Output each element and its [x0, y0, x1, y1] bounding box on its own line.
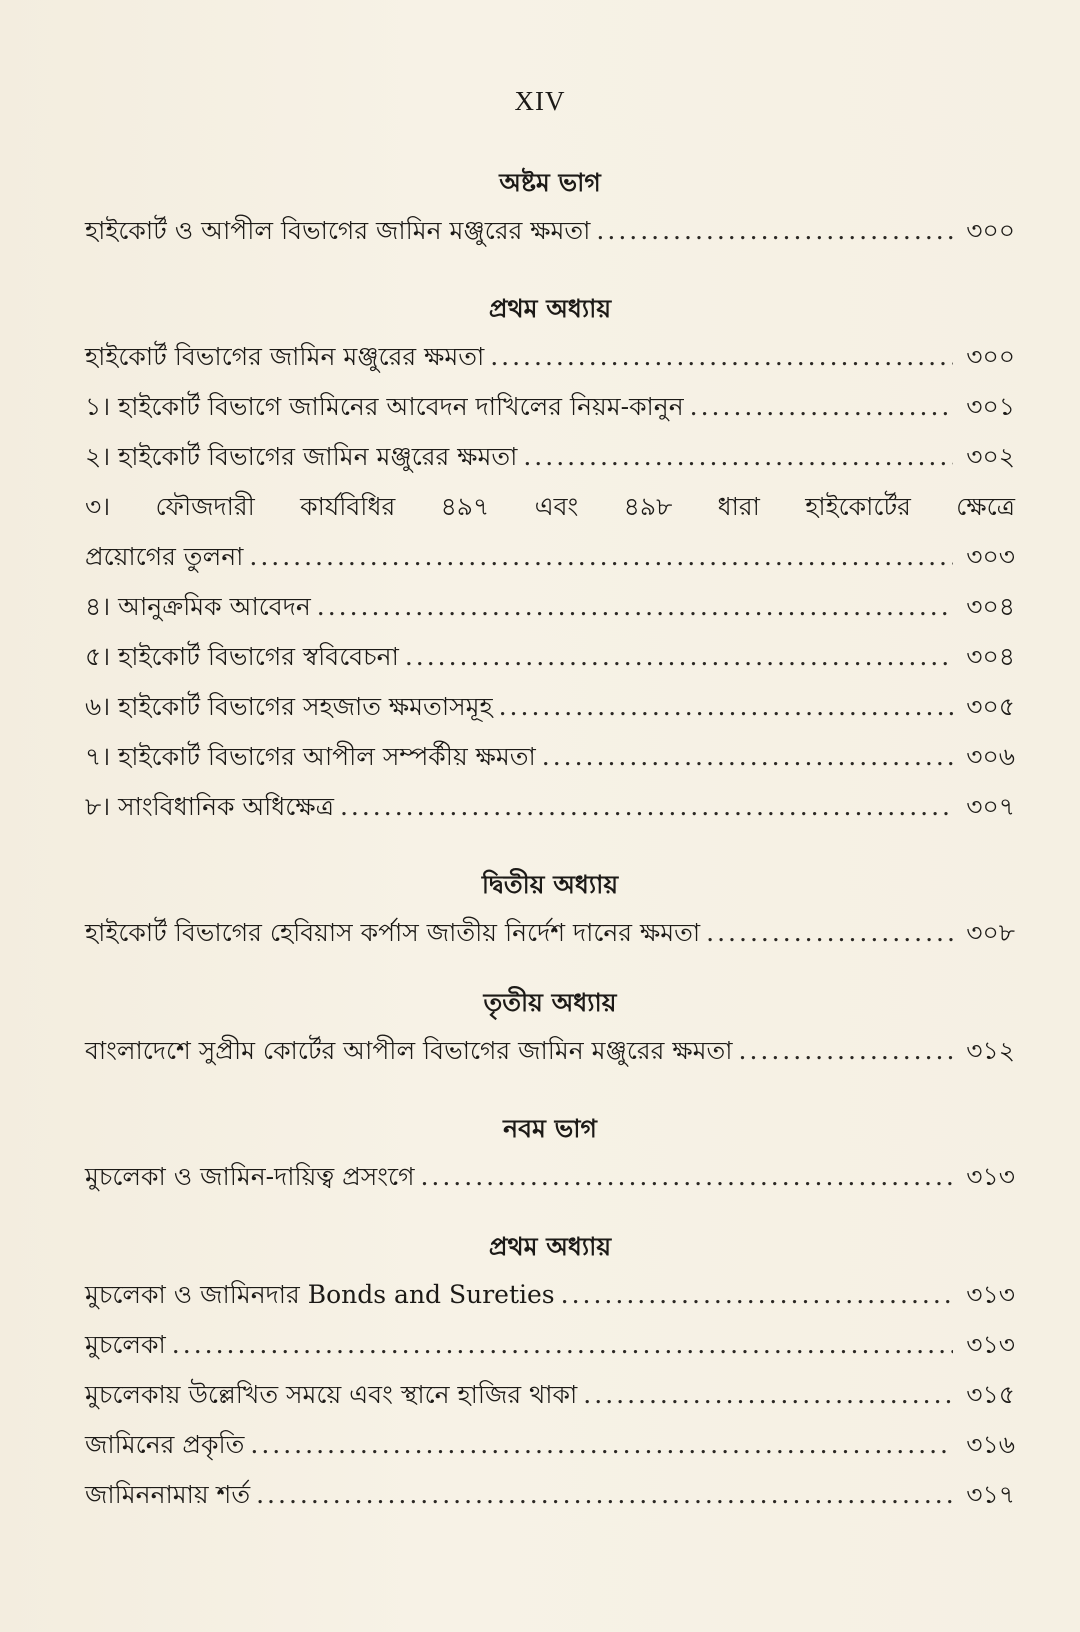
toc-entry [85, 782, 1015, 832]
entry-title: হাইকোর্ট বিভাগের জামিন মঞ্জুরের ক্ষমতা [85, 342, 485, 371]
entry-page: ৩১৩ [966, 1162, 1015, 1191]
chapter-heading-3: তৃতীয় অধ্যায় [483, 988, 617, 1017]
toc-entry [85, 682, 1015, 732]
toc-entry [85, 382, 1015, 432]
dot-leader [561, 1270, 953, 1320]
entry-page: ৩১৩ [966, 1280, 1015, 1309]
entry-page: ৩০৭ [966, 792, 1015, 821]
toc-entry [85, 1470, 1015, 1520]
chapter-heading-2: দ্বিতীয় অধ্যায় [481, 870, 619, 899]
toc-entry [85, 1370, 1015, 1420]
dot-leader [542, 732, 953, 782]
entry-page: ৩১৩ [966, 1330, 1015, 1359]
entry-page: ৩০৪ [966, 592, 1015, 621]
entry-page: ৩১৫ [966, 1380, 1015, 1409]
entry-title: ১। হাইকোর্ট বিভাগে জামিনের আবেদন দাখিলের নিয়ম-কানুন [85, 392, 684, 421]
entry-page: ৩১২ [966, 1036, 1015, 1065]
page-folio: XIV [514, 86, 566, 116]
dot-leader [250, 1420, 953, 1470]
chapter-heading-1: প্রথম অধ্যায় [488, 294, 612, 323]
toc-entry [85, 632, 1015, 682]
entry-page: ৩০২ [966, 442, 1015, 471]
part-heading-9: নবম ভাগ [503, 1114, 597, 1143]
dot-leader [490, 332, 953, 382]
entry-title: হাইকোর্ট বিভাগের হেবিয়াস কর্পাস জাতীয় নির্দেশ দানের ক্ষমতা [85, 918, 701, 947]
dot-leader [256, 1470, 953, 1520]
toc-entry [85, 1026, 1015, 1076]
entry-title: ২। হাইকোর্ট বিভাগের জামিন মঞ্জুরের ক্ষমতা [85, 442, 518, 471]
dot-leader [249, 532, 953, 582]
entry-title: জামিনের প্রকৃতি [85, 1430, 245, 1459]
entry-title-line2: প্রয়োগের তুলনা [85, 542, 244, 571]
dot-leader [420, 1152, 953, 1202]
dot-leader [706, 908, 953, 958]
toc-entry [85, 732, 1015, 782]
toc-entry [85, 908, 1015, 958]
entry-title: ৫। হাইকোর্ট বিভাগের স্ববিবেচনা [85, 642, 399, 671]
entry-title: ৪। আনুক্রমিক আবেদন [85, 592, 311, 621]
entry-title: ৮। সাংবিধানিক অধিক্ষেত্র [85, 792, 334, 821]
toc-entry [85, 1270, 1015, 1320]
entry-title: হাইকোর্ট ও আপীল বিভাগের জামিন মঞ্জুরের ক্ষমতা [85, 216, 591, 245]
entry-title: মুচলেকা ও জামিনদার Bonds and Sureties [85, 1280, 555, 1309]
dot-leader [523, 432, 953, 482]
dot-leader [739, 1026, 953, 1076]
entry-page: ৩০৬ [966, 742, 1015, 771]
entry-title: মুচলেকায় উল্লেখিত সময়ে এবং স্থানে হাজির থাকা [85, 1380, 578, 1409]
entry-page: ৩০০ [966, 216, 1015, 245]
dot-leader [172, 1320, 953, 1370]
toc-entry [85, 1152, 1015, 1202]
toc-entry [85, 1420, 1015, 1470]
entry-page: ৩০১ [966, 392, 1015, 421]
dot-leader [690, 382, 953, 432]
toc-entry [85, 1320, 1015, 1370]
toc-entry [85, 582, 1015, 632]
dot-leader [583, 1370, 953, 1420]
table-of-contents [85, 160, 1015, 1520]
dot-leader [317, 582, 953, 632]
entry-title-line1: ৩। ফৌজদারী কার্যবিধির ৪৯৭ এবং ৪৯৮ ধারা হাইকোর্টের ক্ষেত্রে [85, 492, 1015, 521]
entry-title: মুচলেকা [85, 1330, 166, 1359]
entry-page: ৩০৩ [966, 542, 1015, 571]
entry-page: ৩০৪ [966, 642, 1015, 671]
entry-title: ৬। হাইকোর্ট বিভাগের সহজাত ক্ষমতাসমূহ [85, 692, 493, 721]
part-heading-8: অষ্টম ভাগ [499, 168, 601, 197]
toc-entry [85, 432, 1015, 482]
toc-entry [85, 206, 1015, 256]
dot-leader [340, 782, 953, 832]
entry-title: জামিননামায় শর্ত [85, 1480, 251, 1509]
toc-entry [85, 332, 1015, 382]
dot-leader [499, 682, 953, 732]
dot-leader [405, 632, 953, 682]
toc-entry-line2 [85, 532, 1015, 582]
entry-title: ৭। হাইকোর্ট বিভাগের আপীল সম্পর্কীয় ক্ষমতা [85, 742, 536, 771]
dot-leader [596, 206, 953, 256]
entry-title: বাংলাদেশে সুপ্রীম কোর্টের আপীল বিভাগের জামিন মঞ্জুরের ক্ষমতা [85, 1036, 733, 1065]
toc-entry-multiline [85, 482, 1015, 582]
entry-page: ৩০৮ [966, 918, 1015, 947]
entry-page: ৩১৭ [966, 1480, 1015, 1509]
chapter-heading-p9-1: প্রথম অধ্যায় [488, 1232, 612, 1261]
entry-page: ৩০৫ [966, 692, 1015, 721]
entry-title: মুচলেকা ও জামিন-দায়িত্ব প্রসংগে [85, 1162, 415, 1191]
entry-page: ৩১৬ [966, 1430, 1015, 1459]
entry-page: ৩০০ [966, 342, 1015, 371]
